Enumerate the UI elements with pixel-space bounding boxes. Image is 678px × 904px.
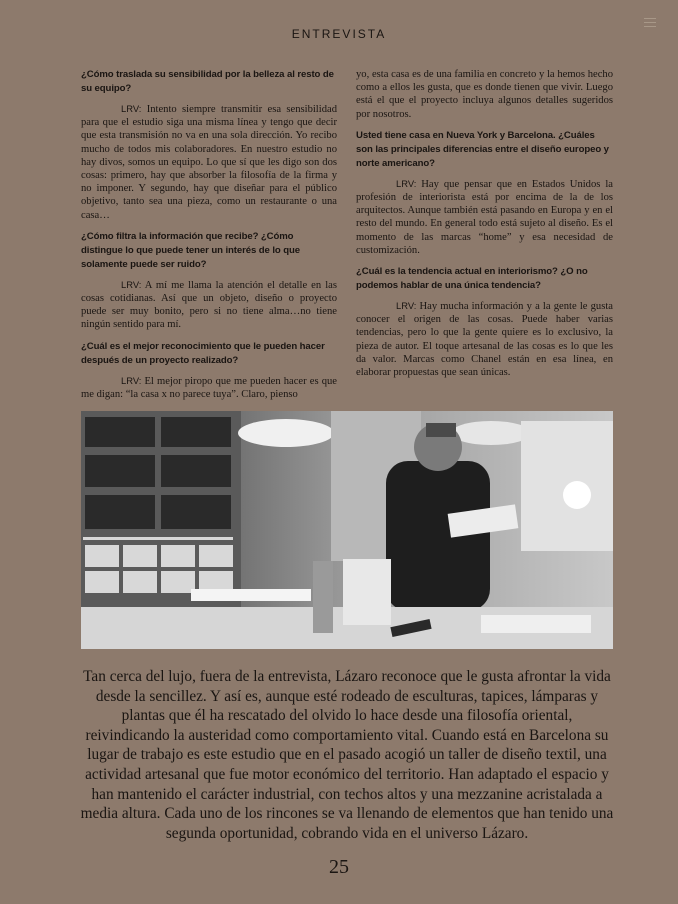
answer-text: Hay que pensar que en Estados Unidos la profesión de interiorista está por encima de la de los arquitectos. Aunque también está pasando en Europa y en el resto del mundo. En general todo está sujeto al diseño. Es el momento de las marcas “home” y esa necesidad de customización. bbox=[356, 178, 613, 256]
answer-2 bbox=[81, 278, 337, 332]
question-2: ¿Cómo filtra la información que recibe? ¿Cómo distingue lo que puede tener un interés de lo que solamente puede ser ruido? bbox=[81, 230, 300, 270]
section-title: ENTREVISTA bbox=[291, 27, 387, 41]
answer-3 bbox=[81, 374, 337, 401]
studio-photo bbox=[81, 411, 613, 649]
speaker-label: LRV: bbox=[396, 177, 417, 189]
page-number: 25 bbox=[329, 856, 349, 878]
speaker-label: LRV: bbox=[121, 374, 142, 386]
speaker-label: LRV: bbox=[396, 300, 417, 312]
answer-3-continued: yo, esta casa es de una familia en concreto y la hemos hecho como a ellos les gusta, que es donde tienen que vivir. Luego está el que el proyecto incluya algunos detalles sugeridos por nosotros. bbox=[356, 69, 613, 120]
studio-photo-illustration bbox=[81, 411, 613, 649]
answer-4 bbox=[356, 177, 613, 257]
answer-text: A mí me llama la atención el detalle en las cosas cotidianas. Así que un objeto, diseño o proyecto puede ser muy bonito, pero si no tiene alma…no tiene ningún sentido para mí. bbox=[81, 279, 337, 331]
answer-5 bbox=[356, 299, 613, 379]
question-5: ¿Cuál es la tendencia actual en interiorismo? ¿O no podemos hablar de una única tendencia? bbox=[356, 266, 588, 292]
right-column bbox=[356, 68, 613, 387]
menu-icon[interactable] bbox=[644, 18, 656, 28]
answer-text: El mejor piropo que me pueden hacer es que me digan: “la casa x no parece tuya”. Claro, pienso bbox=[81, 375, 337, 400]
left-column bbox=[81, 68, 337, 409]
answer-text: Hay mucha información y a la gente le gusta conocer el origen de las cosas. Puede haber varias tendencias, pero lo que la gente quiere es lo exclusivo, la pieza de autor. El toque artesanal de las cosas es lo que les da valor. Marcas como Chanel están en esa línea, en elaborar propuestas que sean únicas. bbox=[356, 301, 613, 379]
question-3: ¿Cuál es el mejor reconocimiento que le pueden hacer después de un proyecto realizado? bbox=[81, 340, 325, 366]
speaker-label: LRV: bbox=[121, 103, 142, 114]
question-4: Usted tiene casa en Nueva York y Barcelona. ¿Cuáles son las principales diferencias entre el diseño europeo y norte americano? bbox=[356, 129, 609, 169]
closing-paragraph: Tan cerca del lujo, fuera de la entrevista, Lázaro reconoce que le gusta afrontar la vida desde la sencillez. Y así es, aunque esté rodeado de esculturas, tapices, lámparas y plantas que él ha rescatado del olvido lo hace desde una filosofía oriental, reivindicando la austeridad como comportamiento vital. Cuando está en Barcelona su lugar de trabajo es este estudio que en el pasado acogió un taller de diseño textil, una actividad artesanal que fue motor económico del territorio. Han adaptado el espacio y han mantenido el carácter industrial, con techos altos y una mezzanine acristalada a media altura. Cada uno de los rincones se va llenando de elementos que han tenido una segunda oportunidad, cobrando vida en el universo Lázaro. bbox=[80, 668, 614, 842]
speaker-label: LRV: bbox=[121, 278, 142, 290]
question-1: ¿Cómo traslada su sensibilidad por la belleza al resto de su equipo? bbox=[81, 69, 334, 94]
answer-1 bbox=[81, 102, 337, 222]
answer-text: Intento siempre transmitir esa sensibilidad para que el estudio siga una misma línea y tengo que decir que esta transmisión no va en una sola dirección. Yo recibo mucho de todos mis colaboradores. En nuestro estudio no hay divos, somos un equipo. Lo que sí que les digo son dos cosas: primero, hay que absorber la filosofía de la firma y no imponer. Y segundo, hay que diseñar para el público objetivo, tanto sea una pieza, como un restaurante o una casa… bbox=[81, 104, 337, 221]
